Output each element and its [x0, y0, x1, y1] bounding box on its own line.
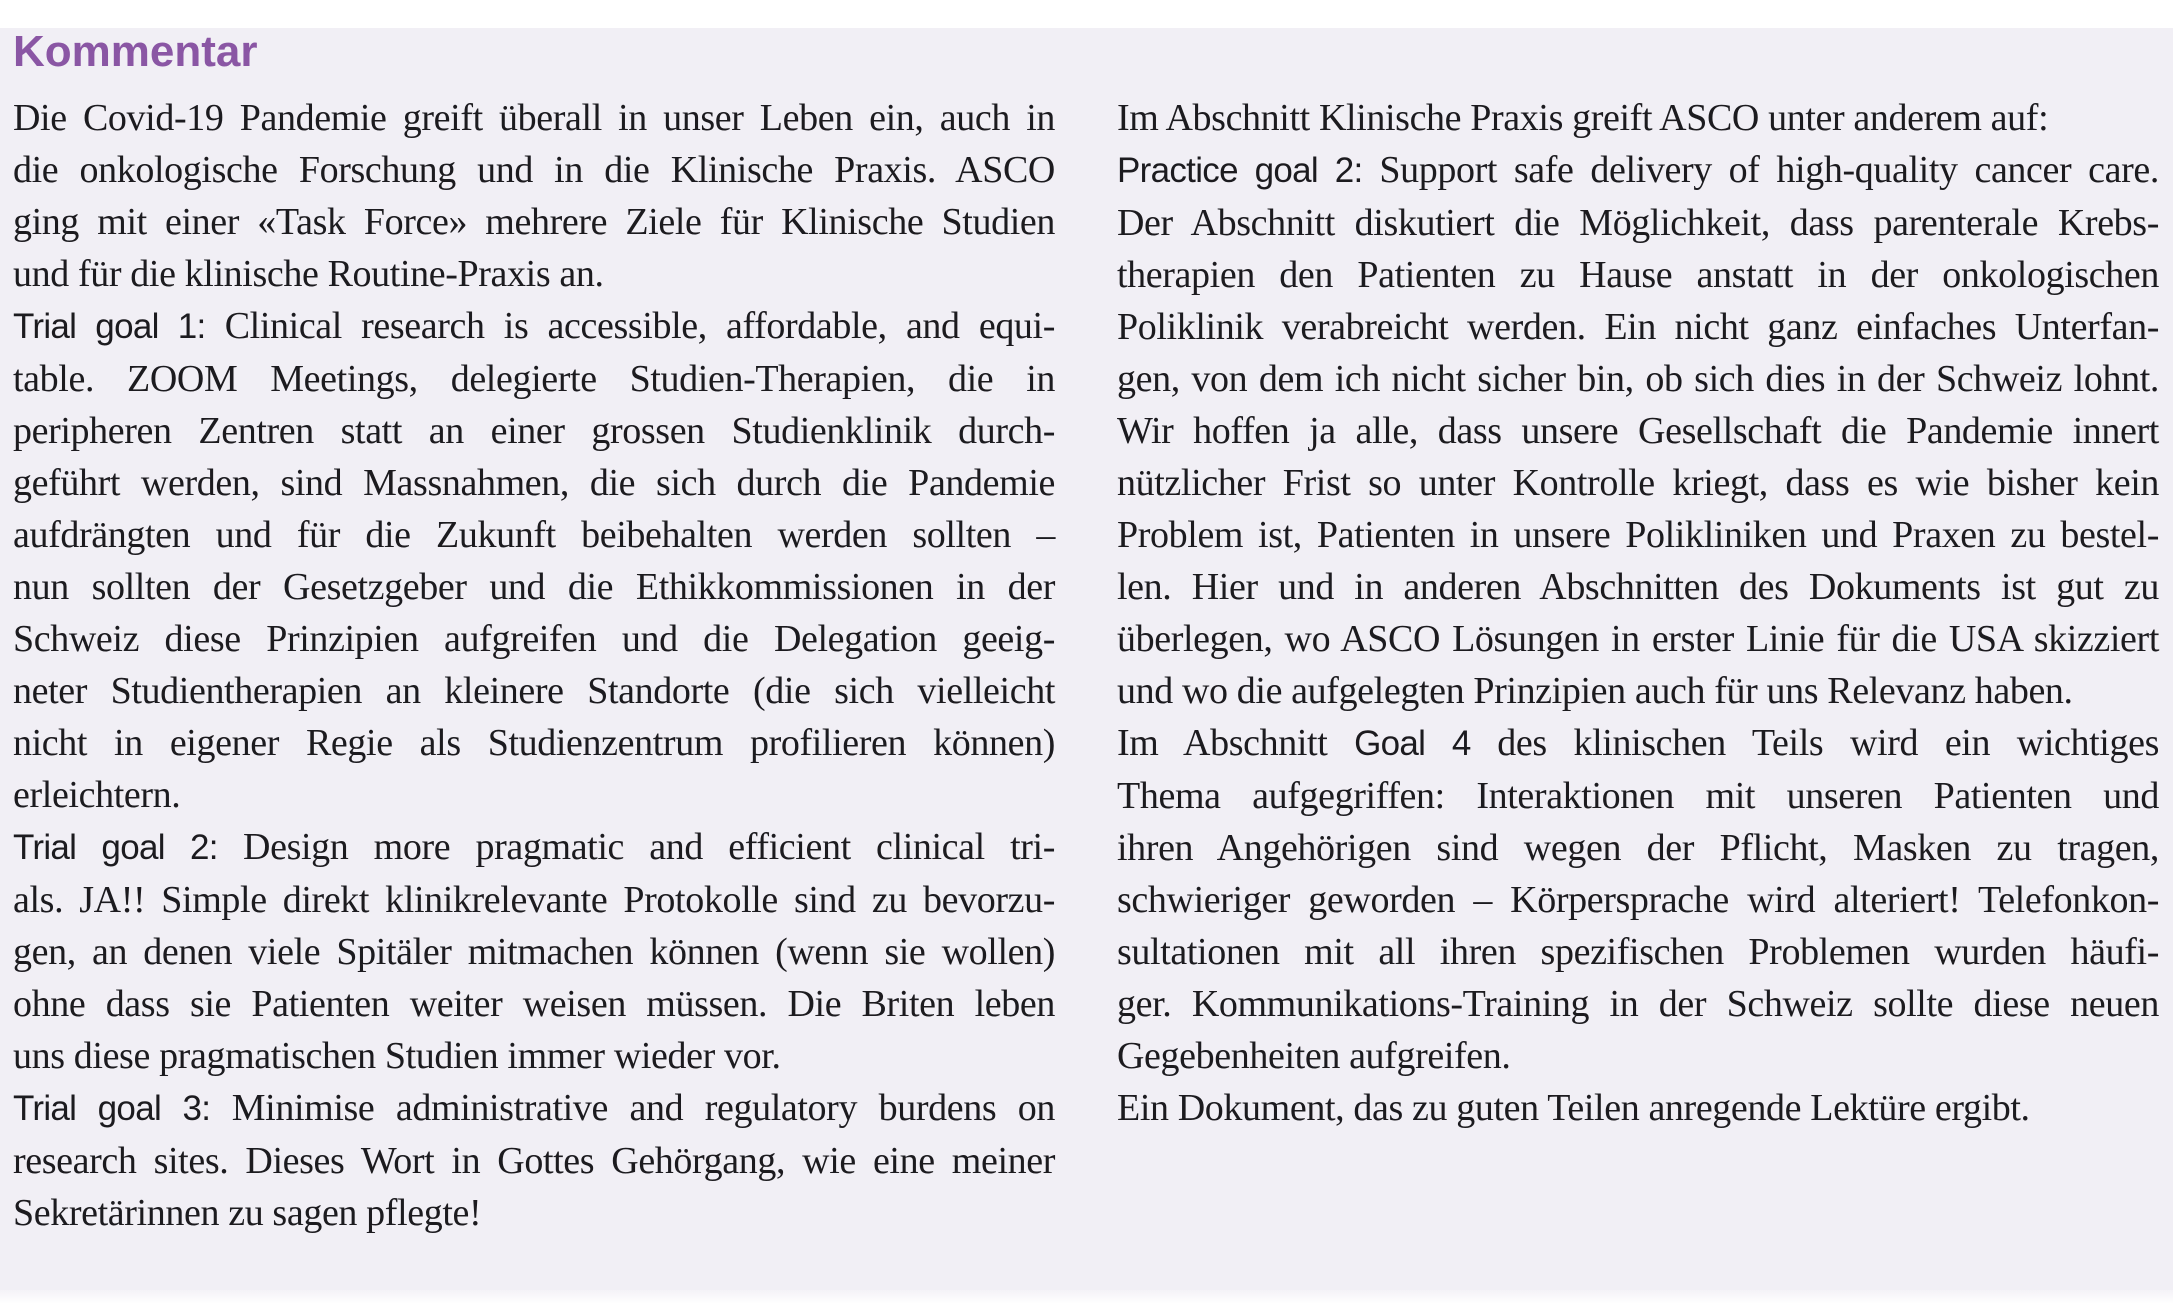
text-line [13, 144, 1055, 196]
text-line [13, 1030, 1055, 1082]
body-text: ger. Kommunikations-Training in der Schweiz sollte diese neuen [1117, 983, 2159, 1025]
body-text: Die Covid-19 Pandemie greift überall in unser Leben ein, auch in [13, 97, 1055, 139]
text-line [1117, 770, 2159, 822]
paragraph [13, 821, 1055, 1082]
text-line [1117, 665, 2159, 717]
paragraph [13, 92, 1055, 300]
text-line [13, 92, 1055, 144]
body-text: Gegebenheiten aufgreifen. [1117, 1035, 1511, 1077]
text-line [13, 457, 1055, 509]
text-line [13, 717, 1055, 769]
text-line [13, 1082, 1055, 1135]
text-line [1117, 717, 2159, 770]
text-line [1117, 561, 2159, 613]
body-text: gen, von dem ich nicht sicher bin, ob sich dies in der Schweiz lohnt. [1117, 358, 2159, 400]
paragraph [1117, 717, 2159, 1082]
body-text: sultationen mit all ihren spezifischen Problemen wurden häufi- [1117, 931, 2159, 973]
body-text: und wo die aufgelegten Prinzipien auch für uns Relevanz haben. [1117, 670, 2073, 712]
goal-label: Trial goal 2: [13, 828, 218, 867]
body-text: schwieriger geworden – Körpersprache wird alteriert! Telefonkon- [1117, 879, 2159, 921]
text-line [1117, 822, 2159, 874]
body-text: als. JA!! Simple direkt klinikrelevante Protokolle sind zu bevorzu- [13, 879, 1055, 921]
text-line [1117, 301, 2159, 353]
body-text: Sekretärinnen zu sagen pflegte! [13, 1192, 482, 1234]
body-text: nützlicher Frist so unter Kontrolle kriegt, dass es wie bisher kein [1117, 462, 2159, 504]
body-text: geführt werden, sind Massnahmen, die sich durch die Pandemie [13, 462, 1055, 504]
paragraph [1117, 1082, 2159, 1134]
comment-content [0, 28, 2173, 1239]
body-text: len. Hier und in anderen Abschnitten des Dokuments ist gut zu [1117, 566, 2159, 608]
paragraph [13, 1082, 1055, 1239]
body-text: Ein Dokument, das zu guten Teilen anregende Lektüre ergibt. [1117, 1087, 2030, 1129]
text-line [1117, 613, 2159, 665]
text-line [13, 509, 1055, 561]
body-text: Minimise administrative and regulatory burdens on [210, 1087, 1055, 1129]
text-line [13, 613, 1055, 665]
text-line [13, 1187, 1055, 1239]
paragraph [1117, 92, 2159, 144]
goal-label: Goal 4 [1354, 724, 1471, 763]
text-line [13, 926, 1055, 978]
text-line [13, 353, 1055, 405]
body-text: des klinischen Teils wird ein wichtiges [1470, 722, 2160, 764]
body-text: table. ZOOM Meetings, delegierte Studien-Therapien, die in [13, 358, 1055, 400]
body-text: ging mit einer «Task Force» mehrere Ziele für Klinische Studien [13, 201, 1055, 243]
body-text: research sites. Dieses Wort in Gottes Gehörgang, wie eine meiner [13, 1140, 1055, 1182]
body-text: gen, an denen viele Spitäler mitmachen können (wenn sie wollen) [13, 931, 1055, 973]
goal-label: Trial goal 3: [13, 1089, 211, 1128]
columns [13, 92, 2159, 1239]
text-line [13, 769, 1055, 821]
text-line [13, 978, 1055, 1030]
text-line [13, 196, 1055, 248]
body-text: nicht in eigener Regie als Studienzentrum profilieren können) [13, 722, 1055, 764]
body-text: Thema aufgegriffen: Interaktionen mit unseren Patienten und [1117, 775, 2159, 817]
text-line [13, 1135, 1055, 1187]
text-line [13, 665, 1055, 717]
body-text: Poliklinik verabreicht werden. Ein nicht ganz einfaches Unterfan- [1117, 306, 2159, 348]
body-text: Im Abschnitt Klinische Praxis greift ASCO unter anderem auf: [1117, 97, 2049, 139]
body-text: Schweiz diese Prinzipien aufgreifen und die Delegation geeig- [13, 618, 1055, 660]
body-text: die onkologische Forschung und in die Klinische Praxis. ASCO [13, 149, 1055, 191]
text-line [13, 874, 1055, 926]
body-text: neter Studientherapien an kleinere Standorte (die sich vielleicht [13, 670, 1055, 712]
left-column [13, 92, 1055, 1239]
text-line [13, 300, 1055, 353]
text-line [1117, 978, 2159, 1030]
body-text: ohne dass sie Patienten weiter weisen müssen. Die Briten leben [13, 983, 1055, 1025]
text-line [1117, 353, 2159, 405]
body-text: überlegen, wo ASCO Lösungen in erster Linie für die USA skizziert [1117, 618, 2159, 660]
paragraph [1117, 144, 2159, 717]
goal-label: Practice goal 2: [1117, 151, 1363, 190]
body-text: Clinical research is accessible, affordable, and equi- [205, 305, 1056, 347]
text-line [1117, 457, 2159, 509]
text-line [13, 248, 1055, 300]
body-text: therapien den Patienten zu Hause anstatt in der onkologischen [1117, 254, 2159, 296]
body-text: uns diese pragmatischen Studien immer wieder vor. [13, 1035, 781, 1077]
body-text: und für die klinische Routine-Praxis an. [13, 253, 604, 295]
text-line [1117, 92, 2159, 144]
text-line [1117, 197, 2159, 249]
right-column [1117, 92, 2159, 1239]
text-line [13, 821, 1055, 874]
body-text: erleichtern. [13, 774, 181, 816]
text-line [1117, 1030, 2159, 1082]
text-line [1117, 509, 2159, 561]
text-line [1117, 405, 2159, 457]
body-text: Wir hoffen ja alle, dass unsere Gesellschaft die Pandemie innert [1117, 410, 2159, 452]
body-text: nun sollten der Gesetzgeber und die Ethikkommissionen in der [13, 566, 1055, 608]
section-heading: Kommentar [13, 27, 258, 76]
text-line [1117, 874, 2159, 926]
text-line [1117, 144, 2159, 197]
body-text: Problem ist, Patienten in unsere Polikliniken und Praxen zu bestel- [1117, 514, 2159, 556]
text-line [1117, 1082, 2159, 1134]
text-line [1117, 249, 2159, 301]
body-text: Im Abschnitt [1117, 722, 1355, 764]
body-text: Design more pragmatic and efficient clinical tri- [217, 826, 1055, 868]
page [0, 28, 2173, 1304]
body-text: ihren Angehörigen sind wegen der Pflicht, Masken zu tragen, [1117, 827, 2159, 869]
bottom-page-edge [0, 1290, 2173, 1304]
body-text: Der Abschnitt diskutiert die Möglichkeit, dass parenterale Krebs- [1117, 202, 2159, 244]
body-text: Support safe delivery of high-quality cancer care. [1362, 149, 2160, 191]
text-line [1117, 926, 2159, 978]
body-text: aufdrängten und für die Zukunft beibehalten werden sollten – [13, 514, 1055, 556]
text-line [13, 561, 1055, 613]
paragraph [13, 300, 1055, 821]
goal-label: Trial goal 1: [13, 307, 206, 346]
text-line [13, 405, 1055, 457]
body-text: peripheren Zentren statt an einer grossen Studienklinik durch- [13, 410, 1055, 452]
